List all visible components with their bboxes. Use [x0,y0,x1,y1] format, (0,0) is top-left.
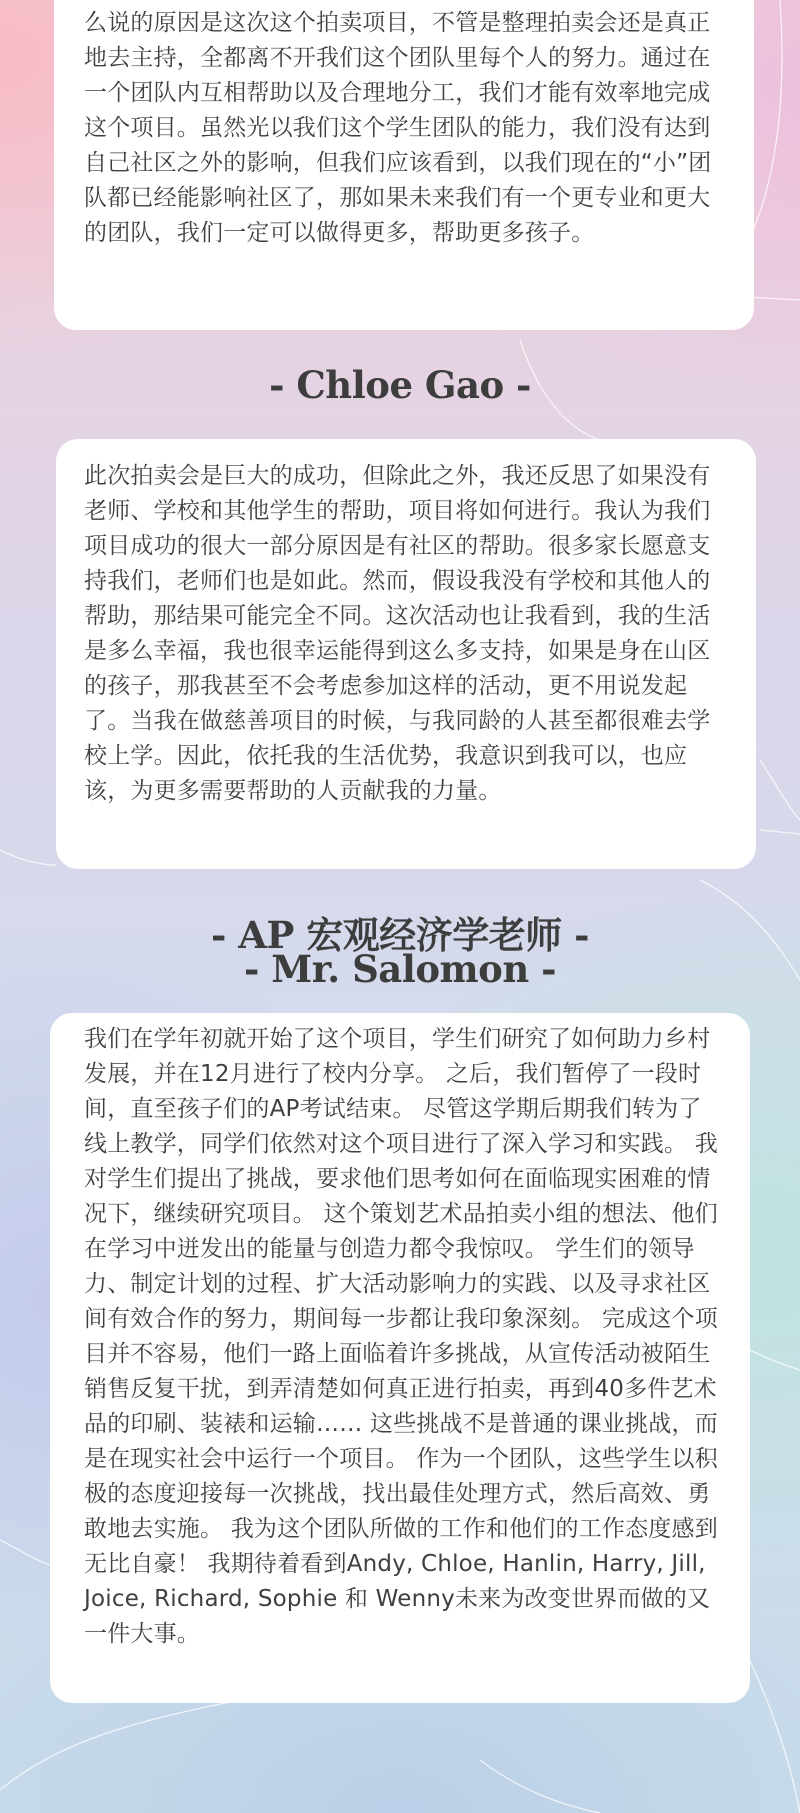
testimonial-card-1 [54,0,754,330]
testimonial-card-mr-salomon [50,1013,750,1703]
author-heading-mr-salomon: - Mr. Salomon - [244,947,556,991]
testimonial-card-chloe-gao [56,439,756,869]
testimonial-paragraph: 我们在学年初就开始了这个项目，学生们研究了如何助力乡村发展，并在12月进行了校内分享。 之后，我们暂停了一段时间，直至孩子们的AP考试结束。 尽管这学期后期我们转为了线上教学，同学们依然对这个项目进行了深入学习和实践。 我对学生们提出了挑战，要求他们思考如何在面临现实困难的情况下，继续研究项目。 这个策划艺术品拍卖小组的想法、他们在学习中迸发出的能量与创造力都令我惊叹。 学生们的领导力、制定计划的过程、扩大活动影响力的实践、以及寻求社区间有效合作的努力，期间每一步都让我印象深刻。 完成这个项目并不容易，他们一路上面临着许多挑战，从宣传活动被陌生销售反复干扰，到弄清楚如何真正进行拍卖，再到40多件艺术品的印刷、装裱和运输…… 这些挑战不是普通的课业挑战，而是在现实社会中运行一个项目。 作为一个团队，这些学生以积极的态度迎接每一次挑战，找出最佳处理方式，然后高效、勇敢地去实施。 我为这个团队所做的工作和他们的工作态度感到无比自豪！ 我期待着看到Andy, Chloe, Hanlin, Harry, Jill, Joice, Richard, Sophie 和 Wenny未来为改变世界而做的又一件大事。 [84,1026,718,1647]
testimonial-paragraph: 么说的原因是这次这个拍卖项目，不管是整理拍卖会还是真正地去主持，全都离不开我们这个团队里每个人的努力。通过在一个团队内互相帮助以及合理地分工，我们才能有效率地完成这个项目。虽然光以我们这个学生团队的能力，我们没有达到自己社区之外的影响，但我们应该看到，以我们现在的“小”团队都已经能影响社区了，那如果未来我们有一个更专业和更大的团队，我们一定可以做得更多，帮助更多孩子。 [84,10,712,246]
testimonial-paragraph: 此次拍卖会是巨大的成功，但除此之外，我还反思了如果没有老师、学校和其他学生的帮助，项目将如何进行。我认为我们项目成功的很大一部分原因是有社区的帮助。很多家长愿意支持我们，老师们也是如此。然而，假设我没有学校和其他人的帮助，那结果可能完全不同。这次活动也让我看到，我的生活是多么幸福，我也很幸运能得到这么多支持，如果是身在山区的孩子，那我甚至不会考虑参加这样的活动，更不用说发起了。当我在做慈善项目的时候，与我同龄的人甚至都很难去学校上学。因此，依托我的生活优势，我意识到我可以，也应该，为更多需要帮助的人贡献我的力量。 [84,463,711,804]
author-heading-chloe-gao: - Chloe Gao - [269,363,531,407]
author-role-heading: - AP 宏观经济学老师 - [211,913,589,957]
